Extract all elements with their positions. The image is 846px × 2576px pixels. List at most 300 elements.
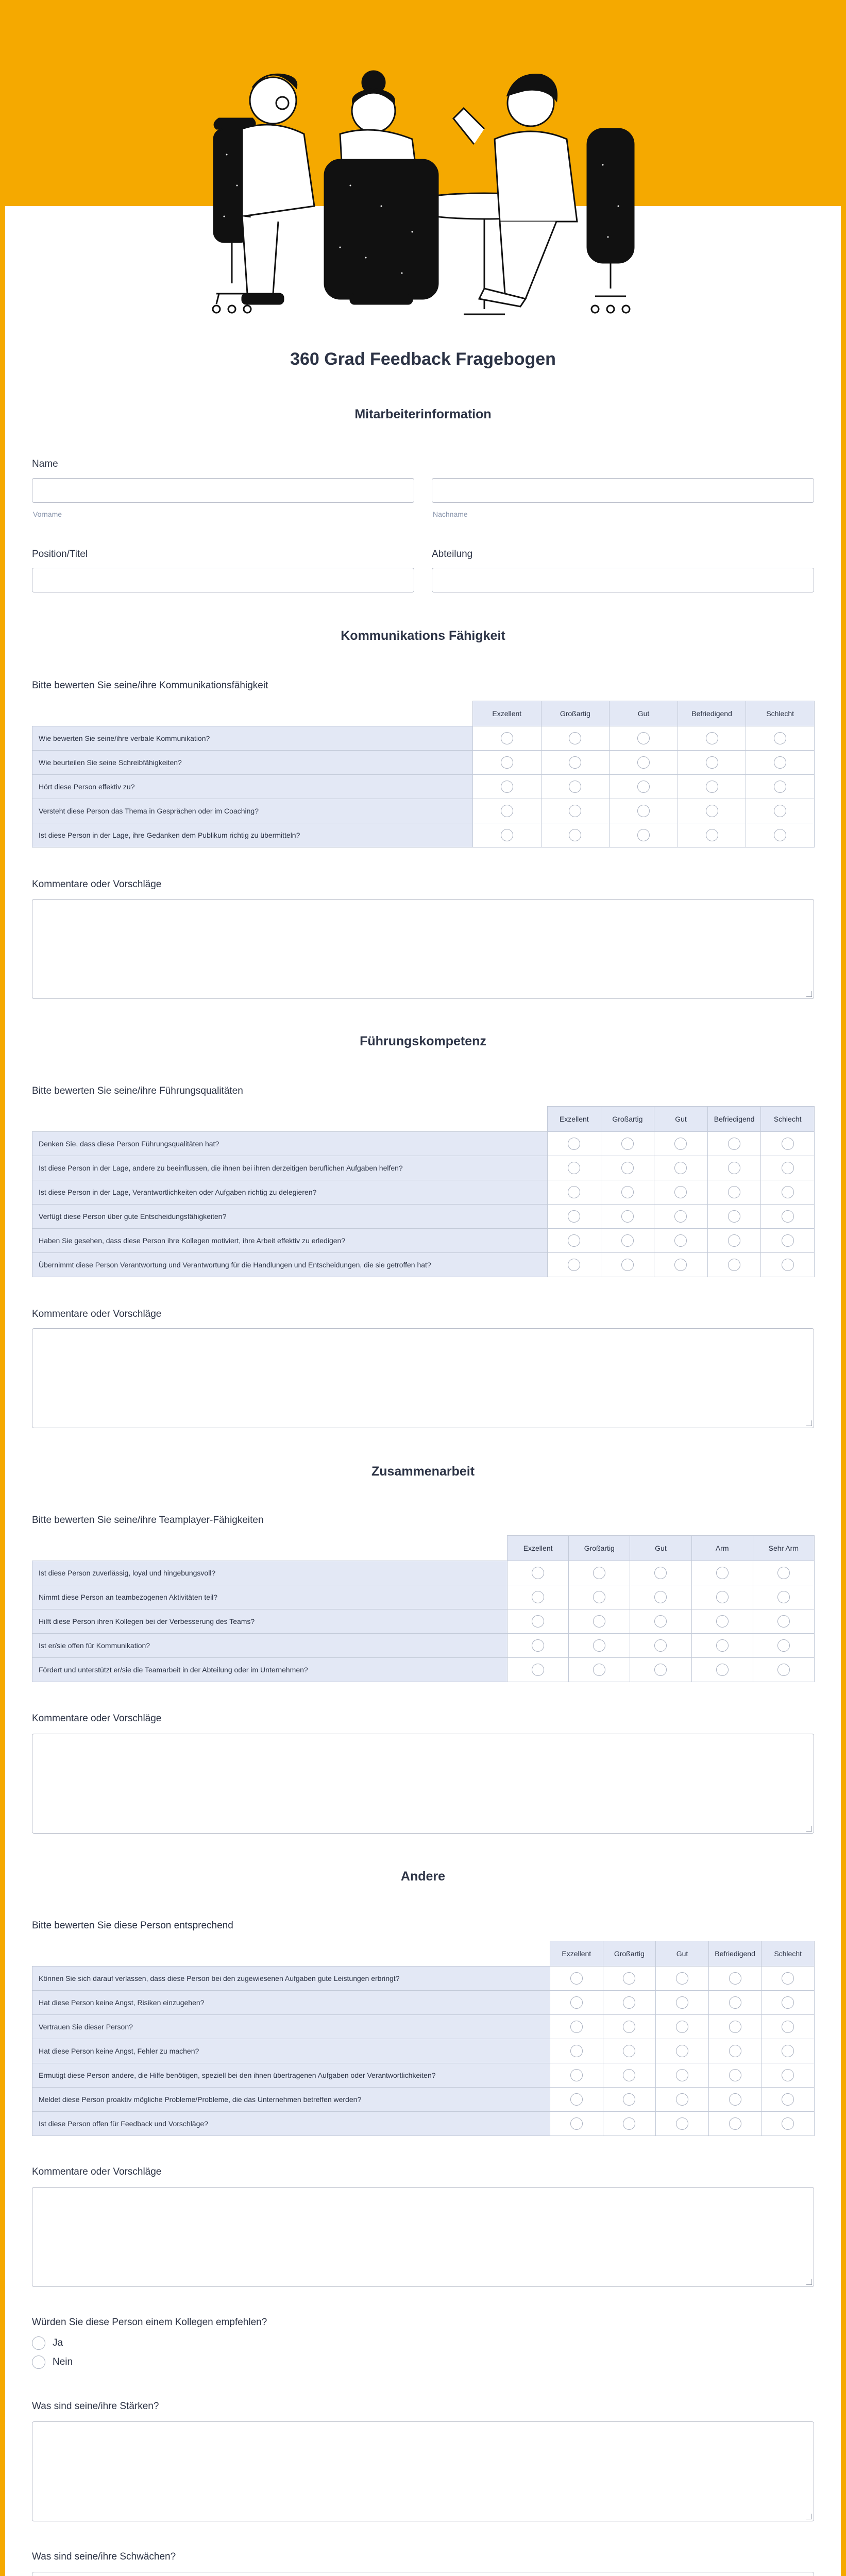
matrix-row-question: Vertrauen Sie dieser Person?: [32, 2015, 550, 2039]
matrix-radio[interactable]: [777, 1567, 790, 1579]
matrix-cell[interactable]: [761, 1205, 815, 1229]
matrix-radio[interactable]: [782, 1210, 794, 1223]
matrix-cell[interactable]: [656, 2015, 709, 2039]
matrix-radio[interactable]: [570, 1996, 583, 2009]
matrix-radio[interactable]: [637, 732, 650, 744]
matrix-radio[interactable]: [621, 1259, 634, 1271]
matrix-cell[interactable]: [541, 775, 610, 799]
matrix-column-header: Schlecht: [762, 1941, 815, 1967]
matrix-radio[interactable]: [676, 1996, 688, 2009]
matrix-cell[interactable]: [603, 2112, 656, 2136]
matrix-cell[interactable]: [707, 1229, 761, 1253]
matrix-cell[interactable]: [746, 751, 815, 775]
matrix-cell[interactable]: [548, 1132, 601, 1156]
matrix-cell[interactable]: [656, 2063, 709, 2088]
matrix-cell[interactable]: [708, 2015, 762, 2039]
matrix-cell[interactable]: [601, 1132, 654, 1156]
matrix-radio[interactable]: [654, 1567, 667, 1579]
matrix-radio[interactable]: [593, 1567, 605, 1579]
matrix-row-question: Versteht diese Person das Thema in Gesprächen oder im Coaching?: [32, 799, 473, 823]
matrix-cell[interactable]: [707, 1132, 761, 1156]
matrix-cell[interactable]: [656, 1967, 709, 1991]
teamwork-matrix-label: Bitte bewerten Sie seine/ihre Teamplayer-Fähigkeiten: [32, 1515, 264, 1526]
right-person: [453, 75, 577, 307]
matrix-cell[interactable]: [654, 1180, 708, 1205]
matrix-radio[interactable]: [674, 1259, 687, 1271]
matrix-cell[interactable]: [678, 799, 746, 823]
teamwork-comments-label: Kommentare oder Vorschläge: [32, 1713, 162, 1724]
matrix-radio[interactable]: [782, 2117, 794, 2130]
matrix-cell[interactable]: [630, 1585, 691, 1609]
matrix-radio[interactable]: [568, 1138, 580, 1150]
weaknesses-textarea[interactable]: [32, 2572, 814, 2576]
matrix-radio[interactable]: [729, 2069, 741, 2081]
matrix-cell[interactable]: [746, 775, 815, 799]
position-input[interactable]: [32, 568, 414, 592]
matrix-cell[interactable]: [610, 726, 678, 751]
matrix-radio[interactable]: [570, 2069, 583, 2081]
matrix-radio[interactable]: [676, 2117, 688, 2130]
matrix-cell[interactable]: [654, 1205, 708, 1229]
matrix-cell[interactable]: [541, 799, 610, 823]
matrix-cell[interactable]: [603, 2063, 656, 2088]
matrix-radio[interactable]: [637, 829, 650, 841]
matrix-cell[interactable]: [550, 1991, 603, 2015]
recommend-label: Würden Sie diese Person einem Kollegen empfehlen?: [32, 2317, 267, 2328]
matrix-radio[interactable]: [570, 1972, 583, 1985]
matrix-radio[interactable]: [623, 2117, 635, 2130]
matrix-radio[interactable]: [568, 1210, 580, 1223]
matrix-cell[interactable]: [541, 823, 610, 848]
matrix-cell[interactable]: [762, 2112, 815, 2136]
matrix-radio[interactable]: [782, 2093, 794, 2106]
matrix-radio[interactable]: [501, 732, 513, 744]
matrix-cell[interactable]: [603, 2039, 656, 2063]
first-name-input[interactable]: [32, 478, 414, 503]
matrix-radio[interactable]: [621, 1162, 634, 1174]
matrix-radio[interactable]: [716, 1567, 729, 1579]
matrix-cell[interactable]: [708, 2063, 762, 2088]
matrix-cell[interactable]: [507, 1658, 569, 1682]
matrix-cell[interactable]: [761, 1156, 815, 1180]
matrix-radio[interactable]: [729, 2045, 741, 2057]
matrix-radio[interactable]: [654, 1639, 667, 1652]
matrix-cell[interactable]: [656, 1991, 709, 2015]
matrix-radio[interactable]: [706, 805, 718, 817]
matrix-radio[interactable]: [621, 1186, 634, 1198]
matrix-row-question: Verfügt diese Person über gute Entscheidungsfähigkeiten?: [32, 1205, 548, 1229]
matrix-cell[interactable]: [601, 1205, 654, 1229]
matrix-header-row: [32, 1107, 815, 1132]
matrix-radio[interactable]: [568, 1259, 580, 1271]
matrix-radio[interactable]: [728, 1162, 740, 1174]
matrix-cell[interactable]: [753, 1561, 814, 1585]
matrix-radio[interactable]: [501, 781, 513, 793]
matrix-cell[interactable]: [473, 775, 542, 799]
matrix-cell[interactable]: [473, 751, 542, 775]
matrix-cell[interactable]: [603, 2088, 656, 2112]
matrix-radio[interactable]: [569, 805, 581, 817]
matrix-radio[interactable]: [774, 756, 786, 769]
matrix-radio[interactable]: [637, 805, 650, 817]
matrix-cell[interactable]: [762, 2039, 815, 2063]
form-title: 360 Grad Feedback Fragebogen: [290, 349, 556, 369]
matrix-row: [32, 1132, 815, 1156]
matrix-radio[interactable]: [728, 1186, 740, 1198]
matrix-column-header: Befriedigend: [708, 1941, 762, 1967]
leadership-comments-textarea[interactable]: [32, 1328, 814, 1428]
matrix-cell[interactable]: [507, 1634, 569, 1658]
matrix-radio[interactable]: [716, 1591, 729, 1603]
matrix-column-header: Großartig: [541, 701, 610, 726]
matrix-cell[interactable]: [654, 1156, 708, 1180]
matrix-radio[interactable]: [593, 1639, 605, 1652]
matrix-cell[interactable]: [541, 751, 610, 775]
matrix-cell[interactable]: [753, 1658, 814, 1682]
strengths-label: Was sind seine/ihre Stärken?: [32, 2401, 159, 2412]
matrix-radio[interactable]: [716, 1639, 729, 1652]
matrix-column-header: Gut: [630, 1536, 691, 1561]
matrix-row: [32, 2039, 815, 2063]
matrix-corner: [32, 1536, 507, 1561]
matrix-cell[interactable]: [762, 2088, 815, 2112]
matrix-row-question: Übernimmt diese Person Verantwortung und Verantwortung für die Handlungen und Entscheidungen, die sie getroffen hat?: [32, 1253, 548, 1277]
matrix-row-question: Haben Sie gesehen, dass diese Person ihre Kollegen motiviert, ihre Arbeit effektiv zu erledigen?: [32, 1229, 548, 1253]
matrix-cell[interactable]: [753, 1585, 814, 1609]
matrix-row: [32, 1229, 815, 1253]
matrix-radio[interactable]: [774, 732, 786, 744]
matrix-cell[interactable]: [707, 1156, 761, 1180]
matrix-cell[interactable]: [761, 1180, 815, 1205]
matrix-cell[interactable]: [473, 726, 542, 751]
matrix-cell[interactable]: [630, 1561, 691, 1585]
recommend-option-no[interactable]: [32, 2355, 73, 2369]
matrix-row: [32, 1561, 815, 1585]
header-illustration: [196, 52, 659, 340]
matrix-radio[interactable]: [637, 756, 650, 769]
matrix-radio[interactable]: [729, 1972, 741, 1985]
matrix-cell[interactable]: [603, 2015, 656, 2039]
matrix-cell[interactable]: [550, 2063, 603, 2088]
matrix-cell[interactable]: [610, 799, 678, 823]
matrix-cell[interactable]: [630, 1658, 691, 1682]
matrix-cell[interactable]: [630, 1609, 691, 1634]
matrix-cell[interactable]: [708, 2112, 762, 2136]
matrix-radio[interactable]: [777, 1639, 790, 1652]
matrix-radio[interactable]: [777, 1664, 790, 1676]
matrix-cell[interactable]: [746, 726, 815, 751]
matrix-radio[interactable]: [532, 1567, 544, 1579]
matrix-row-question: Hilft diese Person ihren Kollegen bei der Verbesserung des Teams?: [32, 1609, 507, 1634]
matrix-radio[interactable]: [568, 1234, 580, 1247]
matrix-radio[interactable]: [570, 2021, 583, 2033]
matrix-radio[interactable]: [568, 1162, 580, 1174]
matrix-radio[interactable]: [570, 2045, 583, 2057]
communication-matrix-label: Bitte bewerten Sie seine/ihre Kommunikationsfähigkeit: [32, 680, 268, 691]
matrix-cell[interactable]: [548, 1156, 601, 1180]
matrix-radio[interactable]: [593, 1664, 605, 1676]
matrix-radio[interactable]: [774, 805, 786, 817]
matrix-row-question: Wie beurteilen Sie seine Schreibfähigkeiten?: [32, 751, 473, 775]
matrix-radio[interactable]: [570, 2093, 583, 2106]
matrix-radio[interactable]: [782, 1186, 794, 1198]
matrix-radio[interactable]: [706, 732, 718, 744]
matrix-radio[interactable]: [716, 1664, 729, 1676]
matrix-radio[interactable]: [676, 2021, 688, 2033]
matrix-radio[interactable]: [728, 1210, 740, 1223]
matrix-radio[interactable]: [774, 829, 786, 841]
matrix-radio[interactable]: [729, 1996, 741, 2009]
matrix-cell[interactable]: [569, 1658, 630, 1682]
matrix-cell[interactable]: [569, 1585, 630, 1609]
matrix-cell[interactable]: [746, 823, 815, 848]
matrix-radio[interactable]: [716, 1615, 729, 1628]
matrix-cell[interactable]: [753, 1609, 814, 1634]
matrix-radio[interactable]: [782, 2069, 794, 2081]
matrix-cell[interactable]: [654, 1253, 708, 1277]
matrix-radio[interactable]: [501, 829, 513, 841]
matrix-radio[interactable]: [569, 732, 581, 744]
department-input[interactable]: [432, 568, 814, 592]
matrix-cell[interactable]: [678, 823, 746, 848]
matrix-cell[interactable]: [548, 1180, 601, 1205]
matrix-radio[interactable]: [782, 1234, 794, 1247]
matrix-cell[interactable]: [708, 1967, 762, 1991]
matrix-cell[interactable]: [507, 1609, 569, 1634]
matrix-radio[interactable]: [501, 805, 513, 817]
other-comments-textarea[interactable]: [32, 2187, 814, 2287]
matrix-cell[interactable]: [601, 1253, 654, 1277]
matrix-cell[interactable]: [691, 1561, 753, 1585]
matrix-radio[interactable]: [623, 2069, 635, 2081]
matrix-radio[interactable]: [777, 1591, 790, 1603]
matrix-column-header: Exzellent: [550, 1941, 603, 1967]
matrix-cell[interactable]: [630, 1634, 691, 1658]
matrix-radio[interactable]: [728, 1234, 740, 1247]
matrix-cell[interactable]: [548, 1205, 601, 1229]
matrix-radio[interactable]: [782, 2021, 794, 2033]
section-title-employee: Mitarbeiterinformation: [354, 407, 492, 421]
matrix-radio[interactable]: [729, 2093, 741, 2106]
matrix-radio[interactable]: [676, 2045, 688, 2057]
matrix-row: [32, 1634, 815, 1658]
matrix-cell[interactable]: [507, 1585, 569, 1609]
matrix-cell[interactable]: [707, 1180, 761, 1205]
matrix-cell[interactable]: [762, 1991, 815, 2015]
matrix-radio[interactable]: [777, 1615, 790, 1628]
matrix-cell[interactable]: [550, 1967, 603, 1991]
matrix-cell[interactable]: [569, 1609, 630, 1634]
matrix-cell[interactable]: [678, 751, 746, 775]
matrix-cell[interactable]: [507, 1561, 569, 1585]
section-title-teamwork: Zusammenarbeit: [371, 1464, 475, 1479]
other-comments-label: Kommentare oder Vorschläge: [32, 2166, 162, 2177]
matrix-cell[interactable]: [746, 799, 815, 823]
matrix-cell[interactable]: [550, 2015, 603, 2039]
teamwork-comments-textarea[interactable]: [32, 1734, 814, 1834]
matrix-radio[interactable]: [782, 1138, 794, 1150]
matrix-row: [32, 1253, 815, 1277]
matrix-cell[interactable]: [691, 1585, 753, 1609]
matrix-radio[interactable]: [728, 1259, 740, 1271]
matrix-radio[interactable]: [593, 1615, 605, 1628]
matrix-radio[interactable]: [782, 2045, 794, 2057]
matrix-radio[interactable]: [654, 1591, 667, 1603]
matrix-radio[interactable]: [706, 756, 718, 769]
matrix-cell[interactable]: [656, 2112, 709, 2136]
section-title-other: Andere: [400, 1869, 446, 1884]
matrix-radio[interactable]: [674, 1162, 687, 1174]
matrix-cell[interactable]: [473, 823, 542, 848]
matrix-corner: [32, 701, 473, 726]
radio-yes[interactable]: [32, 2336, 45, 2350]
matrix-radio[interactable]: [570, 2117, 583, 2130]
matrix-radio[interactable]: [674, 1138, 687, 1150]
matrix-row: [32, 775, 815, 799]
communication-comments-textarea[interactable]: [32, 899, 814, 999]
matrix-cell[interactable]: [707, 1253, 761, 1277]
matrix-radio[interactable]: [654, 1664, 667, 1676]
matrix-cell[interactable]: [550, 2112, 603, 2136]
matrix-radio[interactable]: [729, 2021, 741, 2033]
matrix-column-header: Befriedigend: [707, 1107, 761, 1132]
matrix-radio[interactable]: [782, 1996, 794, 2009]
matrix-column-header: Gut: [654, 1107, 708, 1132]
matrix-cell[interactable]: [569, 1561, 630, 1585]
left-person: [242, 74, 314, 304]
matrix-cell[interactable]: [610, 823, 678, 848]
matrix-radio[interactable]: [623, 1996, 635, 2009]
matrix-cell[interactable]: [762, 2015, 815, 2039]
matrix-radio[interactable]: [621, 1234, 634, 1247]
matrix-header-row: [32, 1941, 815, 1967]
matrix-radio[interactable]: [532, 1591, 544, 1603]
strengths-textarea[interactable]: [32, 2421, 814, 2521]
matrix-radio[interactable]: [782, 1259, 794, 1271]
last-name-input[interactable]: [432, 478, 814, 503]
matrix-cell[interactable]: [761, 1253, 815, 1277]
matrix-cell[interactable]: [761, 1229, 815, 1253]
matrix-radio[interactable]: [501, 756, 513, 769]
matrix-radio[interactable]: [593, 1591, 605, 1603]
matrix-row-question: Ist diese Person in der Lage, andere zu beeinflussen, die ihnen bei ihren derzeitigen beruflichen Aufgaben helfen?: [32, 1156, 548, 1180]
matrix-cell[interactable]: [603, 1991, 656, 2015]
matrix-column-header: Großartig: [601, 1107, 654, 1132]
matrix-radio[interactable]: [706, 829, 718, 841]
matrix-row: [32, 2112, 815, 2136]
matrix-radio[interactable]: [621, 1138, 634, 1150]
matrix-radio[interactable]: [676, 1972, 688, 1985]
position-label: Position/Titel: [32, 549, 88, 560]
matrix-cell[interactable]: [708, 1991, 762, 2015]
matrix-radio[interactable]: [623, 1972, 635, 1985]
matrix-radio[interactable]: [623, 2021, 635, 2033]
matrix-cell[interactable]: [762, 2063, 815, 2088]
matrix-row: [32, 1991, 815, 2015]
matrix-cell[interactable]: [550, 2088, 603, 2112]
matrix-cell[interactable]: [654, 1229, 708, 1253]
matrix-cell[interactable]: [654, 1132, 708, 1156]
matrix-radio[interactable]: [569, 756, 581, 769]
matrix-row: [32, 1156, 815, 1180]
middle-person: [325, 71, 438, 304]
matrix-cell[interactable]: [707, 1205, 761, 1229]
matrix-cell[interactable]: [550, 2039, 603, 2063]
matrix-cell[interactable]: [761, 1132, 815, 1156]
matrix-cell[interactable]: [708, 2039, 762, 2063]
matrix-cell[interactable]: [678, 726, 746, 751]
matrix-cell[interactable]: [753, 1634, 814, 1658]
matrix-radio[interactable]: [623, 2045, 635, 2057]
matrix-row: [32, 2015, 815, 2039]
matrix-cell[interactable]: [691, 1658, 753, 1682]
matrix-cell[interactable]: [691, 1634, 753, 1658]
matrix-cell[interactable]: [610, 775, 678, 799]
matrix-radio[interactable]: [676, 2093, 688, 2106]
matrix-radio[interactable]: [674, 1234, 687, 1247]
matrix-cell[interactable]: [678, 775, 746, 799]
matrix-column-header: Sehr Arm: [753, 1536, 814, 1561]
matrix-row-question: Hat diese Person keine Angst, Fehler zu machen?: [32, 2039, 550, 2063]
matrix-cell[interactable]: [656, 2039, 709, 2063]
matrix-cell[interactable]: [601, 1156, 654, 1180]
matrix-cell[interactable]: [762, 1967, 815, 1991]
section-title-communication: Kommunikations Fähigkeit: [341, 629, 505, 643]
matrix-cell[interactable]: [656, 2088, 709, 2112]
matrix-cell[interactable]: [548, 1253, 601, 1277]
matrix-radio[interactable]: [532, 1639, 544, 1652]
matrix-radio[interactable]: [532, 1664, 544, 1676]
matrix-radio[interactable]: [569, 781, 581, 793]
matrix-radio[interactable]: [674, 1186, 687, 1198]
matrix-cell[interactable]: [691, 1609, 753, 1634]
matrix-corner: [32, 1107, 548, 1132]
matrix-radio[interactable]: [782, 1162, 794, 1174]
matrix-cell[interactable]: [541, 726, 610, 751]
matrix-radio[interactable]: [674, 1210, 687, 1223]
matrix-cell[interactable]: [548, 1229, 601, 1253]
matrix-cell[interactable]: [603, 1967, 656, 1991]
matrix-radio[interactable]: [654, 1615, 667, 1628]
matrix-radio[interactable]: [623, 2093, 635, 2106]
radio-no[interactable]: [32, 2355, 45, 2369]
matrix-radio[interactable]: [782, 1972, 794, 1985]
matrix-cell[interactable]: [601, 1229, 654, 1253]
matrix-column-header: Schlecht: [761, 1107, 815, 1132]
matrix-radio[interactable]: [706, 781, 718, 793]
matrix-cell[interactable]: [569, 1634, 630, 1658]
recommend-option-yes-label: Ja: [53, 2337, 63, 2348]
matrix-cell[interactable]: [601, 1180, 654, 1205]
matrix-header-row: [32, 1536, 815, 1561]
matrix-radio[interactable]: [728, 1138, 740, 1150]
matrix-radio[interactable]: [729, 2117, 741, 2130]
matrix-cell[interactable]: [708, 2088, 762, 2112]
matrix-radio[interactable]: [676, 2069, 688, 2081]
matrix-radio[interactable]: [774, 781, 786, 793]
matrix-radio[interactable]: [532, 1615, 544, 1628]
matrix-row-question: Ermutigt diese Person andere, die Hilfe benötigen, speziell bei den ihnen übertragenen Aufgaben oder Verantwortlichkeiten?: [32, 2063, 550, 2088]
recommend-option-yes[interactable]: [32, 2336, 63, 2350]
matrix-radio[interactable]: [621, 1210, 634, 1223]
matrix-radio[interactable]: [568, 1186, 580, 1198]
matrix-cell[interactable]: [473, 799, 542, 823]
matrix-radio[interactable]: [637, 781, 650, 793]
matrix-cell[interactable]: [610, 751, 678, 775]
matrix-radio[interactable]: [569, 829, 581, 841]
matrix-row-question: Ist diese Person zuverlässig, loyal und hingebungsvoll?: [32, 1561, 507, 1585]
matrix-row-question: Ist er/sie offen für Kommunikation?: [32, 1634, 507, 1658]
